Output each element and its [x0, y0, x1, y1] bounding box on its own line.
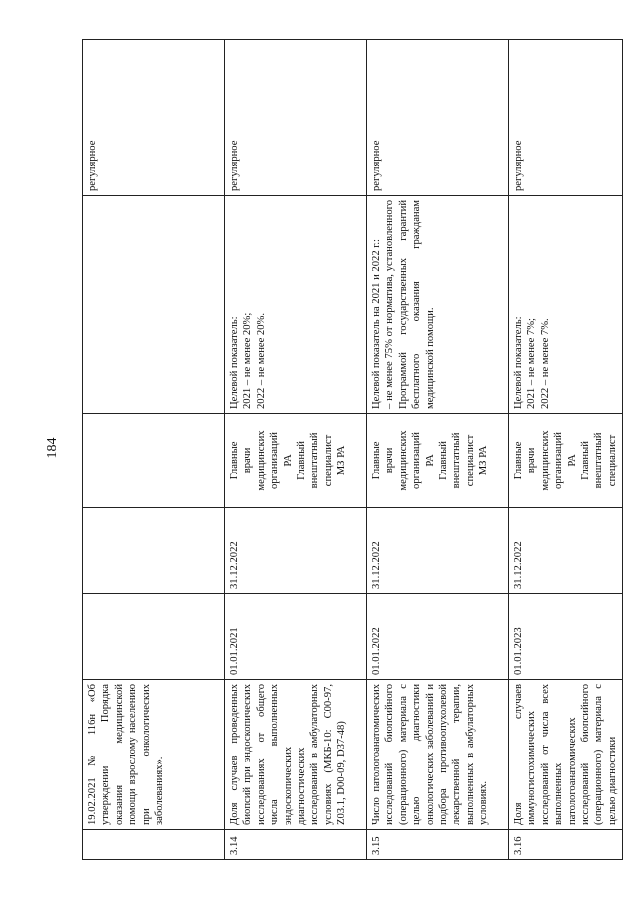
indicator-line: 2021 – не менее 7%;	[526, 318, 538, 409]
measure-name: Число патологоанатомических исследований биопсийного (операционного) материала с целью диагностики онкологических заболеваний и подбора противоопухолевой лекарственной терапии, выполненных в амбулаторных условиях.	[367, 680, 509, 830]
table-row	[83, 40, 225, 860]
measures-table	[82, 39, 623, 860]
start-date: 01.01.2023	[509, 594, 623, 680]
table-row	[367, 40, 509, 860]
rotated-table-container	[82, 40, 620, 860]
indicator-line: 2022 – не менее 20%.	[255, 313, 267, 409]
responsible: Главные врачи медицинских организаций РА Главный внештатный специалист МЗ РА	[225, 414, 367, 508]
frequency: регулярное	[83, 40, 225, 196]
end-date: 31.12.2022	[367, 508, 509, 594]
end-date	[83, 508, 225, 594]
measure-name: Доля случаев иммуногистохимических исследований от числа всех выполненных патологоанатомических исследований биопсийного (операционного) материала с целью диагностики	[509, 680, 623, 830]
table-row	[225, 40, 367, 860]
frequency: регулярное	[367, 40, 509, 196]
responsible: Главные врачи медицинских организаций РА Главный внештатный специалист	[509, 414, 623, 508]
row-number	[83, 830, 225, 860]
end-date: 31.12.2022	[509, 508, 623, 594]
row-number: 3.16	[509, 830, 623, 860]
indicator-line: 2021 – не менее 20%;	[242, 312, 254, 409]
indicator	[509, 196, 623, 414]
end-date: 31.12.2022	[225, 508, 367, 594]
start-date: 01.01.2021	[225, 594, 367, 680]
indicator-line: Целевой показатель:	[229, 316, 240, 409]
frequency: регулярное	[509, 40, 623, 196]
indicator	[225, 196, 367, 414]
indicator	[83, 196, 225, 414]
measure-name: 19.02.2021 № 116н «Об утверждении Порядка оказания медицинской помощи взрослому населению при онкологических заболеваниях».	[83, 680, 225, 830]
responsible	[83, 414, 225, 508]
measure-name: Доля случаев проведенных биопсий при эндоскопических исследованиях от общего числа выполненных эндоскопических диагностических исследований в амбулаторных условиях (МКБ-10: С00-97, Z03.1, D00-09, D37-48)	[225, 680, 367, 830]
indicator-line: Целевой показатель на 2021 и 2022 г.:	[371, 238, 382, 409]
page-number: 184	[45, 437, 60, 459]
responsible: Главные врачи медицинских организаций РА Главный внештатный специалист МЗ РА	[367, 414, 509, 508]
start-date: 01.01.2022	[367, 594, 509, 680]
row-number: 3.15	[367, 830, 509, 860]
table-row	[509, 40, 623, 860]
row-number: 3.14	[225, 830, 367, 860]
indicator-line: 2022 – не менее 7%.	[539, 318, 551, 409]
indicator-line: – не менее 75% от норматива, установленного Программой государственных гарантий бесплатного оказания гражданам медицинской помощи.	[384, 200, 436, 409]
start-date	[83, 594, 225, 680]
frequency: регулярное	[225, 40, 367, 196]
indicator	[367, 196, 509, 414]
indicator-line: Целевой показатель:	[513, 316, 524, 409]
